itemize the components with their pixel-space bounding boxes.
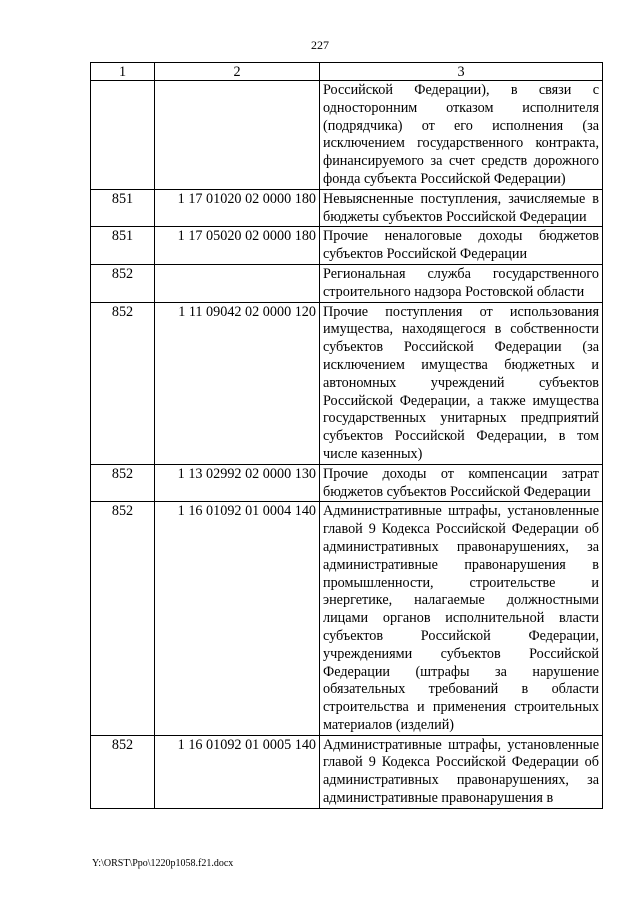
description-cell: Российской Федерации), в связи с односторонним отказом исполнителя (подрядчика) от его исполнения (за исключением государственного контракта, финансируемого за счет средств дорожного фонда субъекта Российской Федерации) (320, 81, 603, 190)
revenue-code-cell: 1 13 02992 02 0000 130 (155, 464, 320, 502)
revenue-code-cell (155, 81, 320, 190)
table-row (91, 227, 603, 265)
admin-code-cell: 852 (91, 302, 155, 464)
table-row (91, 502, 603, 735)
table-row (91, 735, 603, 808)
admin-code-cell: 851 (91, 227, 155, 265)
header-col-3: 3 (320, 63, 603, 81)
table-row (91, 81, 603, 190)
table-row (91, 464, 603, 502)
file-path-footer: Y:\ORST\Ppo\1220p1058.f21.docx (92, 858, 234, 869)
description-cell: Прочие доходы от компенсации затрат бюджетов субъектов Российской Федерации (320, 464, 603, 502)
revenue-code-cell: 1 16 01092 01 0005 140 (155, 735, 320, 808)
admin-code-cell: 851 (91, 189, 155, 227)
table-row (91, 302, 603, 464)
revenue-code-cell: 1 16 01092 01 0004 140 (155, 502, 320, 735)
description-cell: Невыясненные поступления, зачисляемые в бюджеты субъектов Российской Федерации (320, 189, 603, 227)
admin-code-cell (91, 81, 155, 190)
revenue-code-cell: 1 17 01020 02 0000 180 (155, 189, 320, 227)
description-cell: Административные штрафы, установленные главой 9 Кодекса Российской Федерации об административных правонарушениях, за административные правонарушения в (320, 735, 603, 808)
description-cell: Прочие неналоговые доходы бюджетов субъектов Российской Федерации (320, 227, 603, 265)
revenue-code-cell (155, 264, 320, 302)
table-header-row (91, 63, 603, 81)
description-cell: Административные штрафы, установленные главой 9 Кодекса Российской Федерации об административных правонарушениях, за административные правонарушения в промышленности, строительстве и энергетике, налагаемые должностными лицами органов исполнительной власти субъектов Российской Федерации, учреждениями субъектов Российской Федерации (штрафы за нарушение обязательных требований в области строительства и применения строительных материалов (изделий) (320, 502, 603, 735)
description-cell: Прочие поступления от использования имущества, находящегося в собственности субъектов Российской Федерации (за исключением имущества бюджетных и автономных учреждений субъектов Российской Федерации, а также имущества государственных унитарных предприятий субъектов Российской Федерации, в том числе казенных) (320, 302, 603, 464)
page-number: 227 (311, 38, 329, 52)
admin-code-cell: 852 (91, 502, 155, 735)
revenue-code-cell: 1 11 09042 02 0000 120 (155, 302, 320, 464)
revenue-codes-table (90, 62, 603, 809)
table-row (91, 189, 603, 227)
revenue-code-cell: 1 17 05020 02 0000 180 (155, 227, 320, 265)
table-row (91, 264, 603, 302)
header-col-2: 2 (155, 63, 320, 81)
header-col-1: 1 (91, 63, 155, 81)
admin-code-cell: 852 (91, 464, 155, 502)
admin-code-cell: 852 (91, 735, 155, 808)
description-cell: Региональная служба государственного строительного надзора Ростовской области (320, 264, 603, 302)
admin-code-cell: 852 (91, 264, 155, 302)
